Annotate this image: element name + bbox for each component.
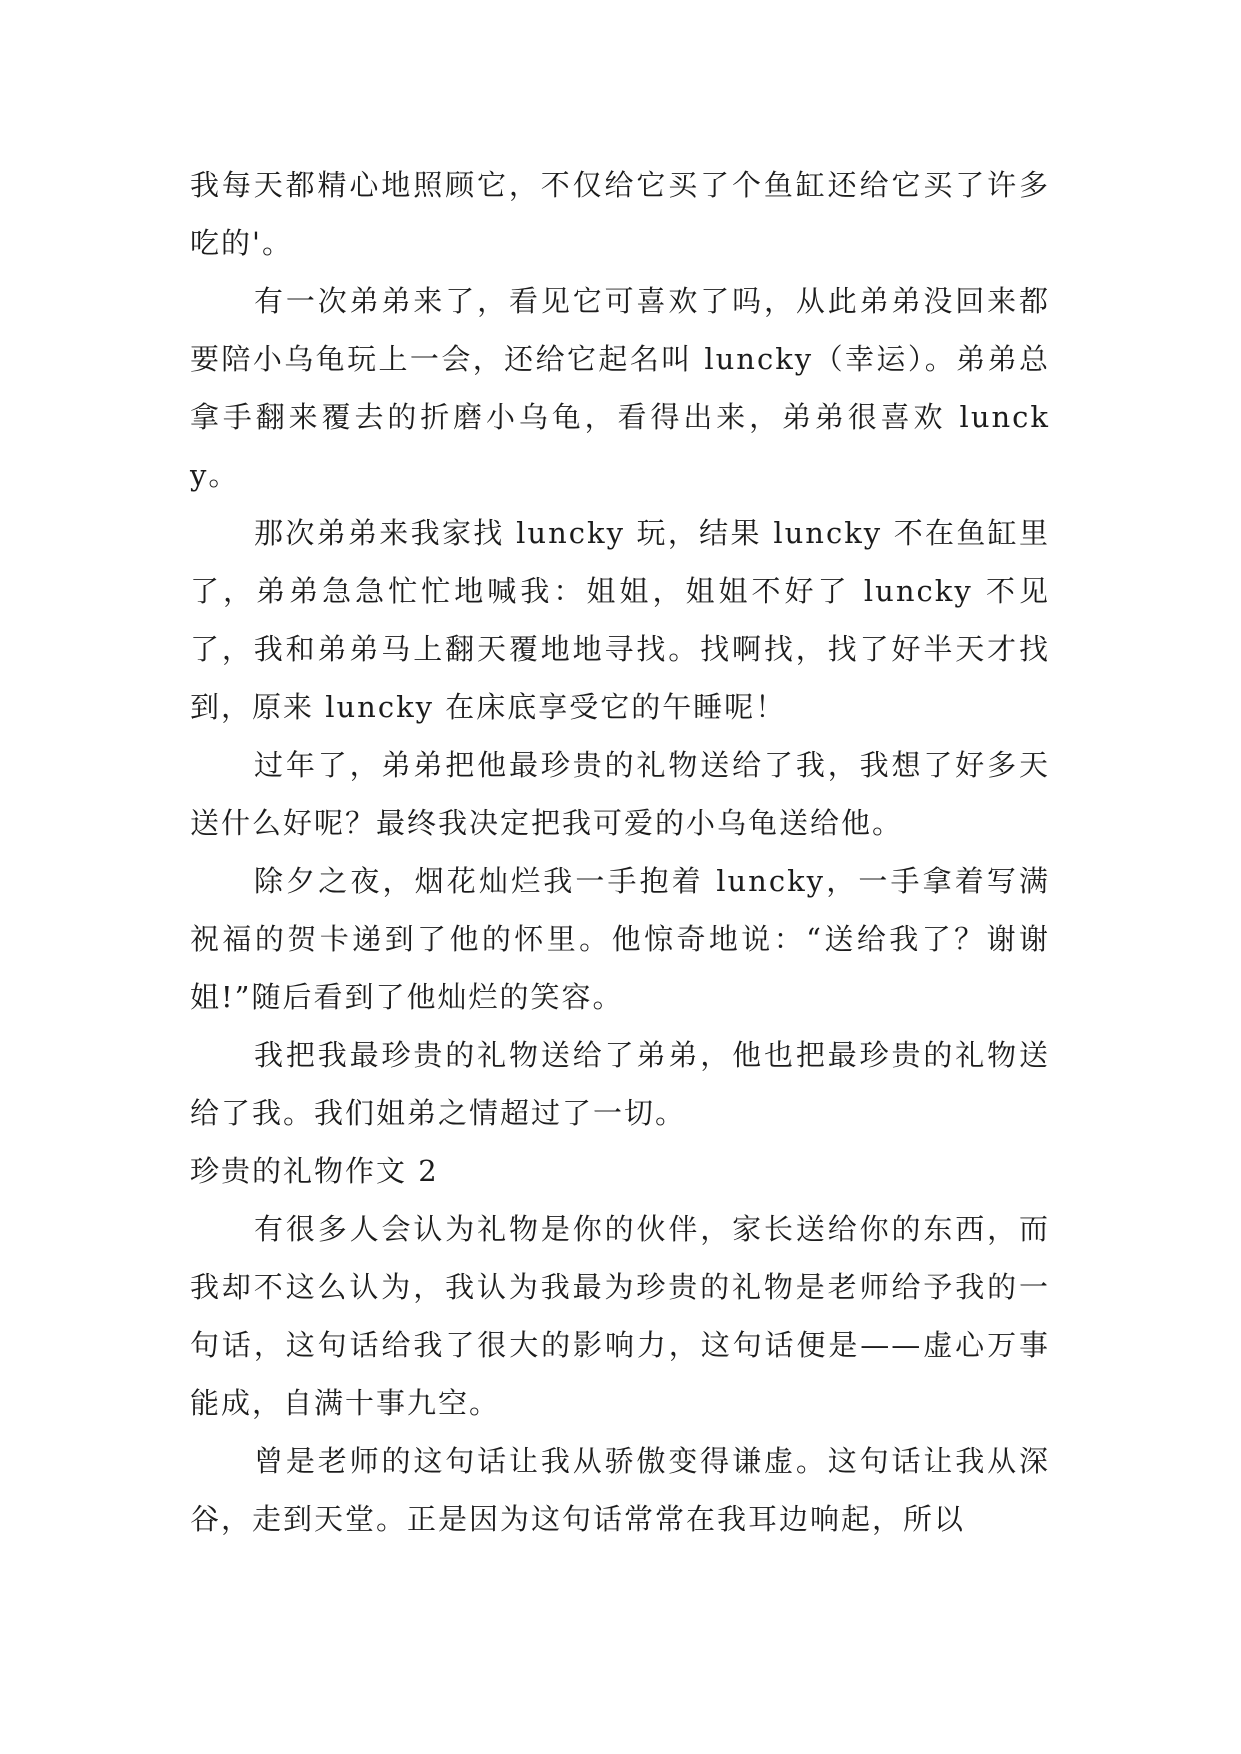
document-body xyxy=(190,156,1050,1548)
paragraph: 那次弟弟来我家找 luncky 玩，结果 luncky 不在鱼缸里了，弟弟急急忙忙地喊我：姐姐，姐姐不好了 luncky 不见了，我和弟弟马上翻天覆地地寻找。找啊找，找了好半天才找到，原来 luncky 在床底享受它的午睡呢！ xyxy=(190,516,1050,724)
section-title: 珍贵的礼物作文 2 xyxy=(190,1154,439,1188)
paragraph: 曾是老师的这句话让我从骄傲变得谦虚。这句话让我从深谷，走到天堂。正是因为这句话常常在我耳边响起，所以 xyxy=(190,1444,1050,1536)
paragraph: 有一次弟弟来了，看见它可喜欢了吗，从此弟弟没回来都要陪小乌龟玩上一会，还给它起名叫 luncky（幸运）。弟弟总拿手翻来覆去的折磨小乌龟，看得出来，弟弟很喜欢 luncky。 xyxy=(190,284,1050,492)
paragraph: 我每天都精心地照顾它，不仅给它买了个鱼缸还给它买了许多吃的'。 xyxy=(190,168,1050,260)
paragraph: 我把我最珍贵的礼物送给了弟弟，他也把最珍贵的礼物送给了我。我们姐弟之情超过了一切。 xyxy=(190,1038,1050,1130)
paragraph: 有很多人会认为礼物是你的伙伴，家长送给你的东西，而我却不这么认为，我认为我最为珍贵的礼物是老师给予我的一句话，这句话给我了很大的影响力，这句话便是——虚心万事能成，自满十事九空。 xyxy=(190,1212,1050,1420)
paragraph: 过年了，弟弟把他最珍贵的礼物送给了我，我想了好多天送什么好呢？最终我决定把我可爱的小乌龟送给他。 xyxy=(190,748,1050,840)
paragraph: 除夕之夜，烟花灿烂我一手抱着 luncky，一手拿着写满祝福的贺卡递到了他的怀里。他惊奇地说：“送给我了？谢谢姐!”随后看到了他灿烂的笑容。 xyxy=(190,864,1050,1014)
